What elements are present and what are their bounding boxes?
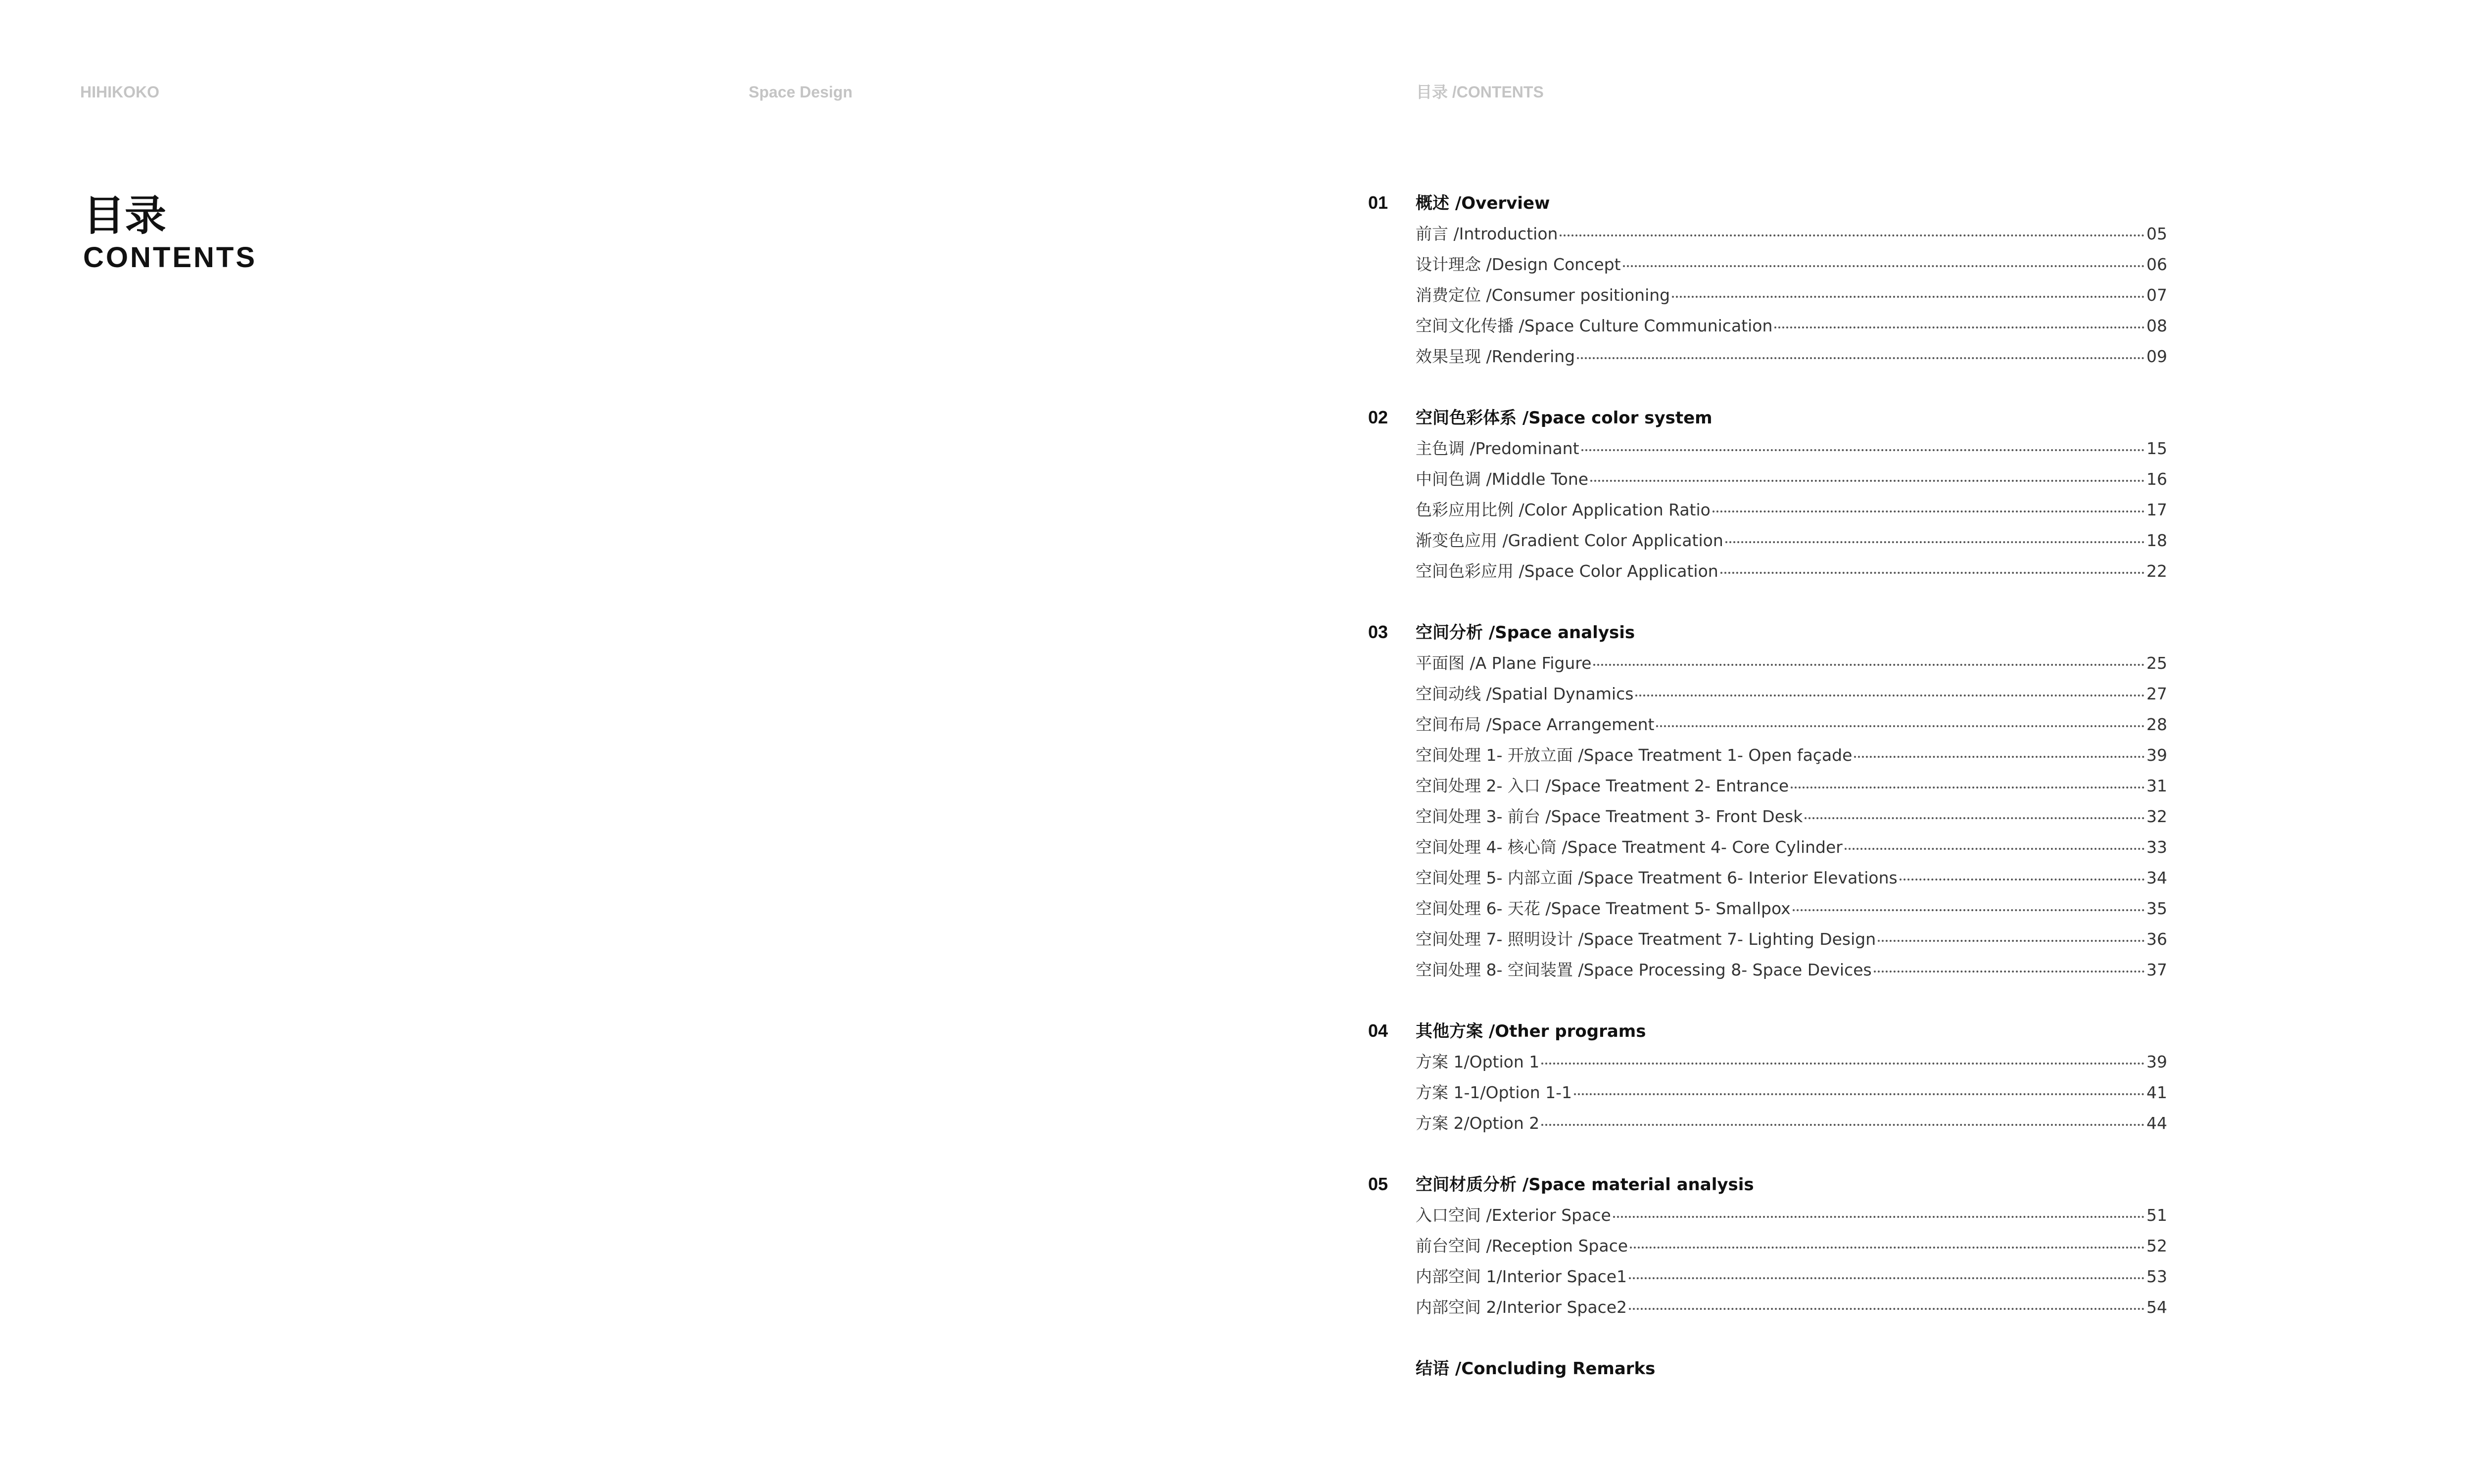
toc-entry-label: 效果呈现 /Rendering xyxy=(1416,347,1575,366)
dot-leader xyxy=(1613,1216,2144,1218)
toc-entry-page: 32 xyxy=(2146,807,2167,826)
dot-leader xyxy=(1713,510,2144,512)
dot-leader xyxy=(1629,1277,2144,1279)
dot-leader xyxy=(1845,848,2144,850)
toc-entry-page: 07 xyxy=(2146,285,2167,305)
toc-entry-page: 15 xyxy=(2146,439,2167,458)
section-title: 概述 /Overview xyxy=(1416,193,1550,213)
section-title: 空间色彩体系 /Space color system xyxy=(1416,408,1713,428)
toc-entry xyxy=(1416,863,2167,893)
toc-entry-label: 空间色彩应用 /Space Color Application xyxy=(1416,561,1718,581)
section-title: 空间材质分析 /Space material analysis xyxy=(1416,1175,1754,1195)
toc-section xyxy=(1368,1169,2167,1323)
toc-section xyxy=(1368,1016,2167,1139)
toc-entry-label: 空间动线 /Spatial Dynamics xyxy=(1416,684,1634,703)
toc-entry-label: 设计理念 /Design Concept xyxy=(1416,255,1621,274)
toc-entry xyxy=(1416,556,2167,587)
toc-entry-page: 39 xyxy=(2146,1052,2167,1071)
toc-entry-label: 方案 1-1/Option 1-1 xyxy=(1416,1083,1572,1102)
toc-entry-label: 前言 /Introduction xyxy=(1416,224,1558,243)
dot-leader xyxy=(1656,725,2144,727)
section-number: 03 xyxy=(1368,622,1388,642)
toc-entry xyxy=(1416,311,2167,341)
dot-leader xyxy=(1630,1247,2144,1249)
dot-leader xyxy=(1541,1063,2144,1065)
toc-entry-label: 消费定位 /Consumer positioning xyxy=(1416,285,1670,305)
toc-entry-page: 08 xyxy=(2146,316,2167,335)
dot-leader xyxy=(1878,940,2144,942)
toc-entry-label: 空间处理 3- 前台 /Space Treatment 3- Front Desk xyxy=(1416,807,1803,826)
page-title-chinese: 目录 xyxy=(83,191,167,240)
toc-entry-page: 18 xyxy=(2146,531,2167,550)
section-number: 05 xyxy=(1368,1174,1388,1194)
toc-entry xyxy=(1416,1047,2167,1077)
toc-entry xyxy=(1416,955,2167,985)
dot-leader xyxy=(1577,357,2144,359)
dot-leader xyxy=(1574,1093,2144,1095)
toc-entry-page: 28 xyxy=(2146,715,2167,734)
table-of-contents xyxy=(1368,188,2167,1415)
toc-entry-page: 53 xyxy=(2146,1267,2167,1286)
dot-leader xyxy=(1725,541,2144,543)
toc-entry-page: 34 xyxy=(2146,868,2167,887)
toc-entry xyxy=(1416,893,2167,924)
toc-entry xyxy=(1416,648,2167,679)
toc-entry-label: 空间处理 1- 开放立面 /Space Treatment 1- Open façade xyxy=(1416,745,1853,765)
toc-entry-label: 空间处理 8- 空间装置 /Space Processing 8- Space Devices xyxy=(1416,960,1872,979)
toc-entry xyxy=(1416,1261,2167,1292)
dot-leader xyxy=(1581,449,2144,451)
toc-entry-page: 39 xyxy=(2146,745,2167,765)
toc-entry xyxy=(1416,525,2167,556)
toc-entry xyxy=(1416,679,2167,709)
dot-leader xyxy=(1874,971,2144,973)
toc-entry-label: 空间布局 /Space Arrangement xyxy=(1416,715,1655,734)
toc-closing xyxy=(1368,1353,2167,1384)
toc-entry-label: 方案 1/Option 1 xyxy=(1416,1052,1540,1071)
toc-entry xyxy=(1416,280,2167,311)
toc-entry-page: 25 xyxy=(2146,653,2167,673)
dot-leader xyxy=(1623,265,2144,267)
toc-entry-label: 主色调 /Predominant xyxy=(1416,439,1579,458)
dot-leader xyxy=(1541,1124,2144,1126)
dot-leader xyxy=(1793,909,2144,911)
toc-entry xyxy=(1416,801,2167,832)
toc-entry xyxy=(1416,495,2167,525)
toc-entry-label: 渐变色应用 /Gradient Color Application xyxy=(1416,531,1723,550)
toc-entry-label: 空间文化传播 /Space Culture Communication xyxy=(1416,316,1773,335)
dot-leader xyxy=(1560,234,2144,236)
toc-entry-label: 内部空间 2/Interior Space2 xyxy=(1416,1298,1627,1317)
toc-entry-label: 空间处理 6- 天花 /Space Treatment 5- Smallpox xyxy=(1416,899,1791,918)
section-number: 02 xyxy=(1368,407,1388,427)
toc-entry-page: 52 xyxy=(2146,1236,2167,1255)
dot-leader xyxy=(1854,756,2144,758)
dot-leader xyxy=(1900,879,2144,881)
toc-entry-page: 37 xyxy=(2146,960,2167,979)
toc-section xyxy=(1368,403,2167,587)
toc-entry-page: 51 xyxy=(2146,1206,2167,1225)
dot-leader xyxy=(1774,326,2144,328)
toc-entry xyxy=(1416,740,2167,771)
toc-entry-label: 入口空间 /Exterior Space xyxy=(1416,1206,1611,1225)
toc-entry xyxy=(1416,1200,2167,1231)
toc-entry-label: 空间处理 7- 照明设计 /Space Treatment 7- Lighting Design xyxy=(1416,929,1876,949)
toc-entry-page: 06 xyxy=(2146,255,2167,274)
toc-entry-page: 36 xyxy=(2146,929,2167,949)
dot-leader xyxy=(1635,695,2144,696)
toc-entry-page: 05 xyxy=(2146,224,2167,243)
toc-entry-page: 33 xyxy=(2146,837,2167,857)
dot-leader xyxy=(1805,817,2144,819)
header-brand: HIHIKOKO xyxy=(80,83,159,101)
toc-entry xyxy=(1416,1108,2167,1139)
toc-entry xyxy=(1416,249,2167,280)
toc-entry-label: 空间处理 5- 内部立面 /Space Treatment 6- Interior Elevations xyxy=(1416,868,1898,887)
toc-entry-label: 色彩应用比例 /Color Application Ratio xyxy=(1416,500,1711,519)
toc-entry-label: 前台空间 /Reception Space xyxy=(1416,1236,1628,1255)
toc-entry xyxy=(1416,219,2167,249)
toc-entry-page: 35 xyxy=(2146,899,2167,918)
toc-entry-label: 方案 2/Option 2 xyxy=(1416,1113,1540,1133)
toc-entry-label: 空间处理 2- 入口 /Space Treatment 2- Entrance xyxy=(1416,776,1789,795)
section-title: 空间分析 /Space analysis xyxy=(1416,623,1635,643)
toc-entry xyxy=(1416,1292,2167,1323)
closing-title: 结语 /Concluding Remarks xyxy=(1416,1359,1656,1379)
toc-entry-label: 空间处理 4- 核心筒 /Space Treatment 4- Core Cylinder xyxy=(1416,837,1843,857)
toc-entry xyxy=(1416,433,2167,464)
toc-section xyxy=(1368,188,2167,372)
toc-entry-label: 平面图 /A Plane Figure xyxy=(1416,653,1592,673)
dot-leader xyxy=(1791,787,2144,788)
dot-leader xyxy=(1593,664,2144,666)
section-title: 其他方案 /Other programs xyxy=(1416,1021,1646,1041)
toc-entry xyxy=(1416,1231,2167,1261)
dot-leader xyxy=(1720,572,2144,574)
header-toc-label: 目录 /CONTENTS xyxy=(1416,83,1544,101)
toc-entry xyxy=(1416,464,2167,495)
toc-entry xyxy=(1416,1077,2167,1108)
page-title-english: CONTENTS xyxy=(83,241,257,274)
toc-entry-page: 22 xyxy=(2146,561,2167,581)
toc-entry-page: 54 xyxy=(2146,1298,2167,1317)
toc-entry-page: 17 xyxy=(2146,500,2167,519)
toc-entry-page: 27 xyxy=(2146,684,2167,703)
section-number: 04 xyxy=(1368,1020,1388,1041)
toc-entry xyxy=(1416,709,2167,740)
toc-section xyxy=(1368,617,2167,985)
toc-entry-page: 44 xyxy=(2146,1113,2167,1133)
section-number: 01 xyxy=(1368,192,1388,213)
toc-entry-label: 内部空间 1/Interior Space1 xyxy=(1416,1267,1627,1286)
toc-entry-page: 09 xyxy=(2146,347,2167,366)
toc-entry xyxy=(1416,924,2167,955)
toc-entry-label: 中间色调 /Middle Tone xyxy=(1416,469,1589,489)
toc-entry-page: 31 xyxy=(2146,776,2167,795)
dot-leader xyxy=(1672,296,2144,298)
dot-leader xyxy=(1629,1308,2144,1310)
toc-entry xyxy=(1416,832,2167,863)
toc-entry-page: 16 xyxy=(2146,469,2167,489)
toc-entry xyxy=(1416,771,2167,801)
header-section-name: Space Design xyxy=(749,83,853,101)
dot-leader xyxy=(1590,480,2144,482)
toc-entry xyxy=(1416,341,2167,372)
toc-entry-page: 41 xyxy=(2146,1083,2167,1102)
